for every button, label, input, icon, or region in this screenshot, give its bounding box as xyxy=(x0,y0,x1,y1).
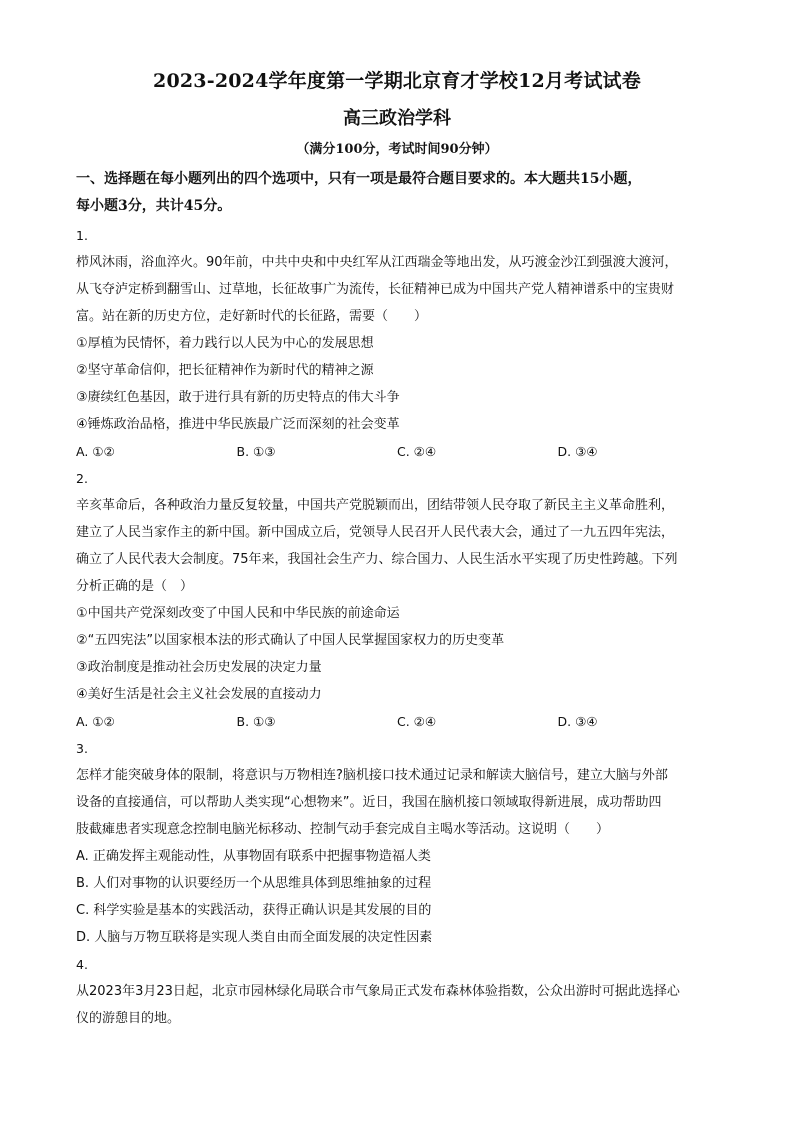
answer-options xyxy=(76,438,718,465)
statement: ③政治制度是推动社会历史发展的决定力量 xyxy=(76,660,322,675)
question-number: 4. xyxy=(76,957,88,972)
question-stem-line: 栉风沐雨，浴血淬火。90年前，中共中央和中央红军从江西瑞金等地出发，从巧渡金沙江到强渡大渡河， xyxy=(76,255,678,270)
question-stem-line: 怎样才能突破身体的限制，将意识与万物相连?脑机接口技术通过记录和解读大脑信号，建立大脑与外部 xyxy=(76,768,668,783)
option-d: D. ③④ xyxy=(557,714,598,729)
question-number: 1. xyxy=(76,228,88,243)
statement: ②“五四宪法”以国家根本法的形式确认了中国人民掌握国家权力的历史变革 xyxy=(76,633,505,648)
question-stem-line: 仪的游憩目的地。 xyxy=(76,1011,181,1026)
option-c: C. ②④ xyxy=(397,444,437,459)
question-1 xyxy=(76,222,718,465)
option-c: C. ②④ xyxy=(397,714,437,729)
question-stem-line: 从2023年3月23日起，北京市园林绿化局联合市气象局正式发布森林体验指数，公众出游时可据此选择心 xyxy=(76,984,680,999)
statement: ④锤炼政治品格，推进中华民族最广泛而深刻的社会变革 xyxy=(76,417,400,432)
exam-title: 2023-2024学年度第一学期北京育才学校12月考试试卷 xyxy=(153,70,641,92)
question-number: 2. xyxy=(76,471,88,486)
option-line: B. 人们对事物的认识要经历一个从思维具体到思维抽象的过程 xyxy=(76,876,432,891)
question-4 xyxy=(76,951,718,1032)
option-b: B. ①③ xyxy=(236,714,276,729)
question-number: 3. xyxy=(76,741,88,756)
statement: ④美好生活是社会主义社会发展的直接动力 xyxy=(76,687,322,702)
question-stem-line: 从飞夺泸定桥到翻雪山、过草地，长征故事广为流传，长征精神已成为中国共产党人精神谱系中的宝贵财 xyxy=(76,282,675,297)
statement: ①厚植为民情怀，着力践行以人民为中心的发展思想 xyxy=(76,336,374,351)
question-stem-line: 辛亥革命后，各种政治力量反复较量，中国共产党脱颖而出，团结带领人民夺取了新民主主义革命胜利， xyxy=(76,498,675,513)
option-b: B. ①③ xyxy=(236,444,276,459)
option-a: A. ①② xyxy=(76,714,115,729)
question-stem-line: 设备的直接通信，可以帮助人类实现“心想物来”。近日，我国在脑机接口领域取得新进展，成功帮助四 xyxy=(76,795,662,810)
statement: ①中国共产党深刻改变了中国人民和中华民族的前途命运 xyxy=(76,606,400,621)
exam-subtitle: 高三政治学科 xyxy=(343,108,451,129)
section-heading xyxy=(76,166,718,220)
section-heading-line: 每小题3分，共计45分。 xyxy=(76,198,232,214)
question-stem-line: 建立了人民当家作主的新中国。新中国成立后，党领导人民召开人民代表大会，通过了一九五四年宪法， xyxy=(76,525,675,540)
exam-note: （满分100分，考试时间90分钟） xyxy=(296,142,498,157)
statement: ③赓续红色基因，敢于进行具有新的历史特点的伟大斗争 xyxy=(76,390,400,405)
question-3 xyxy=(76,735,718,951)
option-a: A. ①② xyxy=(76,444,115,459)
option-line: D. 人脑与万物互联将是实现人类自由而全面发展的决定性因素 xyxy=(76,930,433,945)
statement: ②坚守革命信仰，把长征精神作为新时代的精神之源 xyxy=(76,363,374,378)
option-line: A. 正确发挥主观能动性，从事物固有联系中把握事物造福人类 xyxy=(76,849,431,864)
question-stem-line: 肢截瘫患者实现意念控制电脑光标移动、控制气动手套完成自主喝水等活动。这说明（ ） xyxy=(76,822,610,837)
question-stem-line: 确立了人民代表大会制度。75年来，我国社会生产力、综合国力、人民生活水平实现了历史性跨越。下列 xyxy=(76,552,678,567)
option-line: C. 科学实验是基本的实践活动，获得正确认识是其发展的目的 xyxy=(76,903,432,918)
question-stem-line: 富。站在新的历史方位，走好新时代的长征路，需要（ ） xyxy=(76,309,428,324)
question-stem-line: 分析正确的是（ ） xyxy=(76,579,194,594)
question-2 xyxy=(76,465,718,735)
answer-options xyxy=(76,708,718,735)
section-heading-line: 一、选择题在每小题列出的四个选项中，只有一项是最符合题目要求的。本大题共15小题， xyxy=(76,171,642,187)
option-d: D. ③④ xyxy=(557,444,598,459)
